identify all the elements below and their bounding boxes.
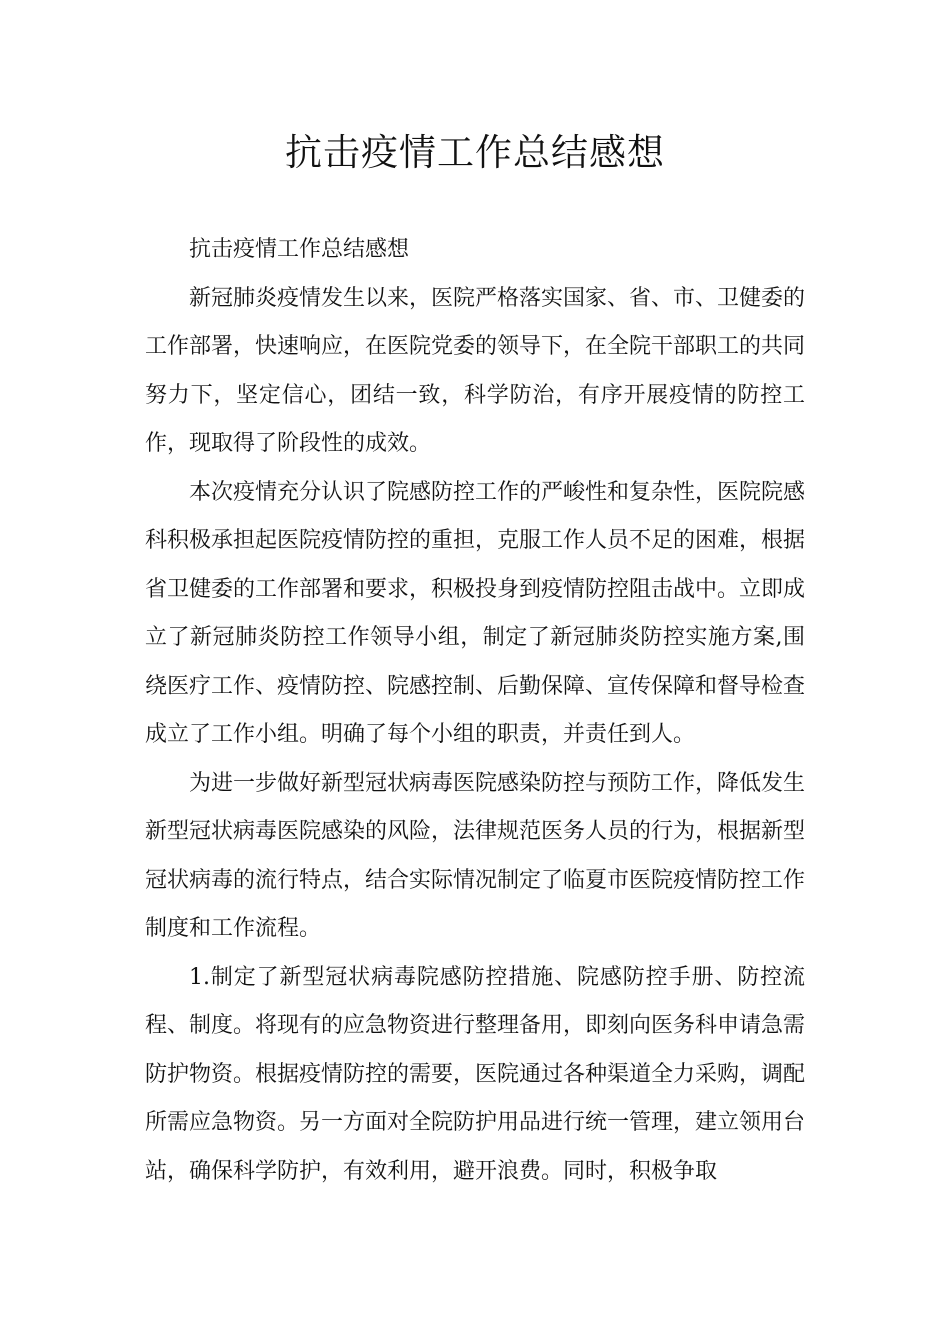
- document-title: 抗击疫情工作总结感想: [285, 131, 665, 174]
- paragraph-1: 新冠肺炎疫情发生以来，医院严格落实国家、省、市、卫健委的工作部署，快速响应，在医院党委的领导下，在全院干部职工的共同努力下，坚定信心，团结一致，科学防治，有序开展疫情的防控工作，现取得了阶段性的成效。: [145, 285, 806, 456]
- paragraph-3: 为进一步做好新型冠状病毒医院感染防控与预防工作，降低发生新型冠状病毒医院感染的风险，法律规范医务人员的行为，根据新型冠状病毒的流行特点，结合实际情况制定了临夏市医院疫情防控工作制度和工作流程。: [145, 770, 806, 941]
- paragraph-2: 本次疫情充分认识了院感防控工作的严峻性和复杂性，医院院感科积极承担起医院疫情防控的重担，克服工作人员不足的困难，根据省卫健委的工作部署和要求，积极投身到疫情防控阻击战中。立即成立了新冠肺炎防控工作领导小组，制定了新冠肺炎防控实施方案,围绕医疗工作、疫情防控、院感控制、后勤保障、宣传保障和督导检查成立了工作小组。明确了每个小组的职责，并责任到人。: [145, 479, 806, 747]
- paragraph-subtitle: 抗击疫情工作总结感想: [189, 237, 410, 262]
- document-body: [145, 226, 805, 1196]
- paragraph-4: 1.制定了新型冠状病毒院感防控措施、院感防控手册、防控流程、制度。将现有的应急物资进行整理备用，即刻向医务科申请急需防护物资。根据疫情防控的需要，医院通过各种渠道全力采购，调配所需应急物资。另一方面对全院防护用品进行统一管理，建立领用台站，确保科学防护，有效利用，避开浪费。同时，积极争取: [145, 964, 806, 1184]
